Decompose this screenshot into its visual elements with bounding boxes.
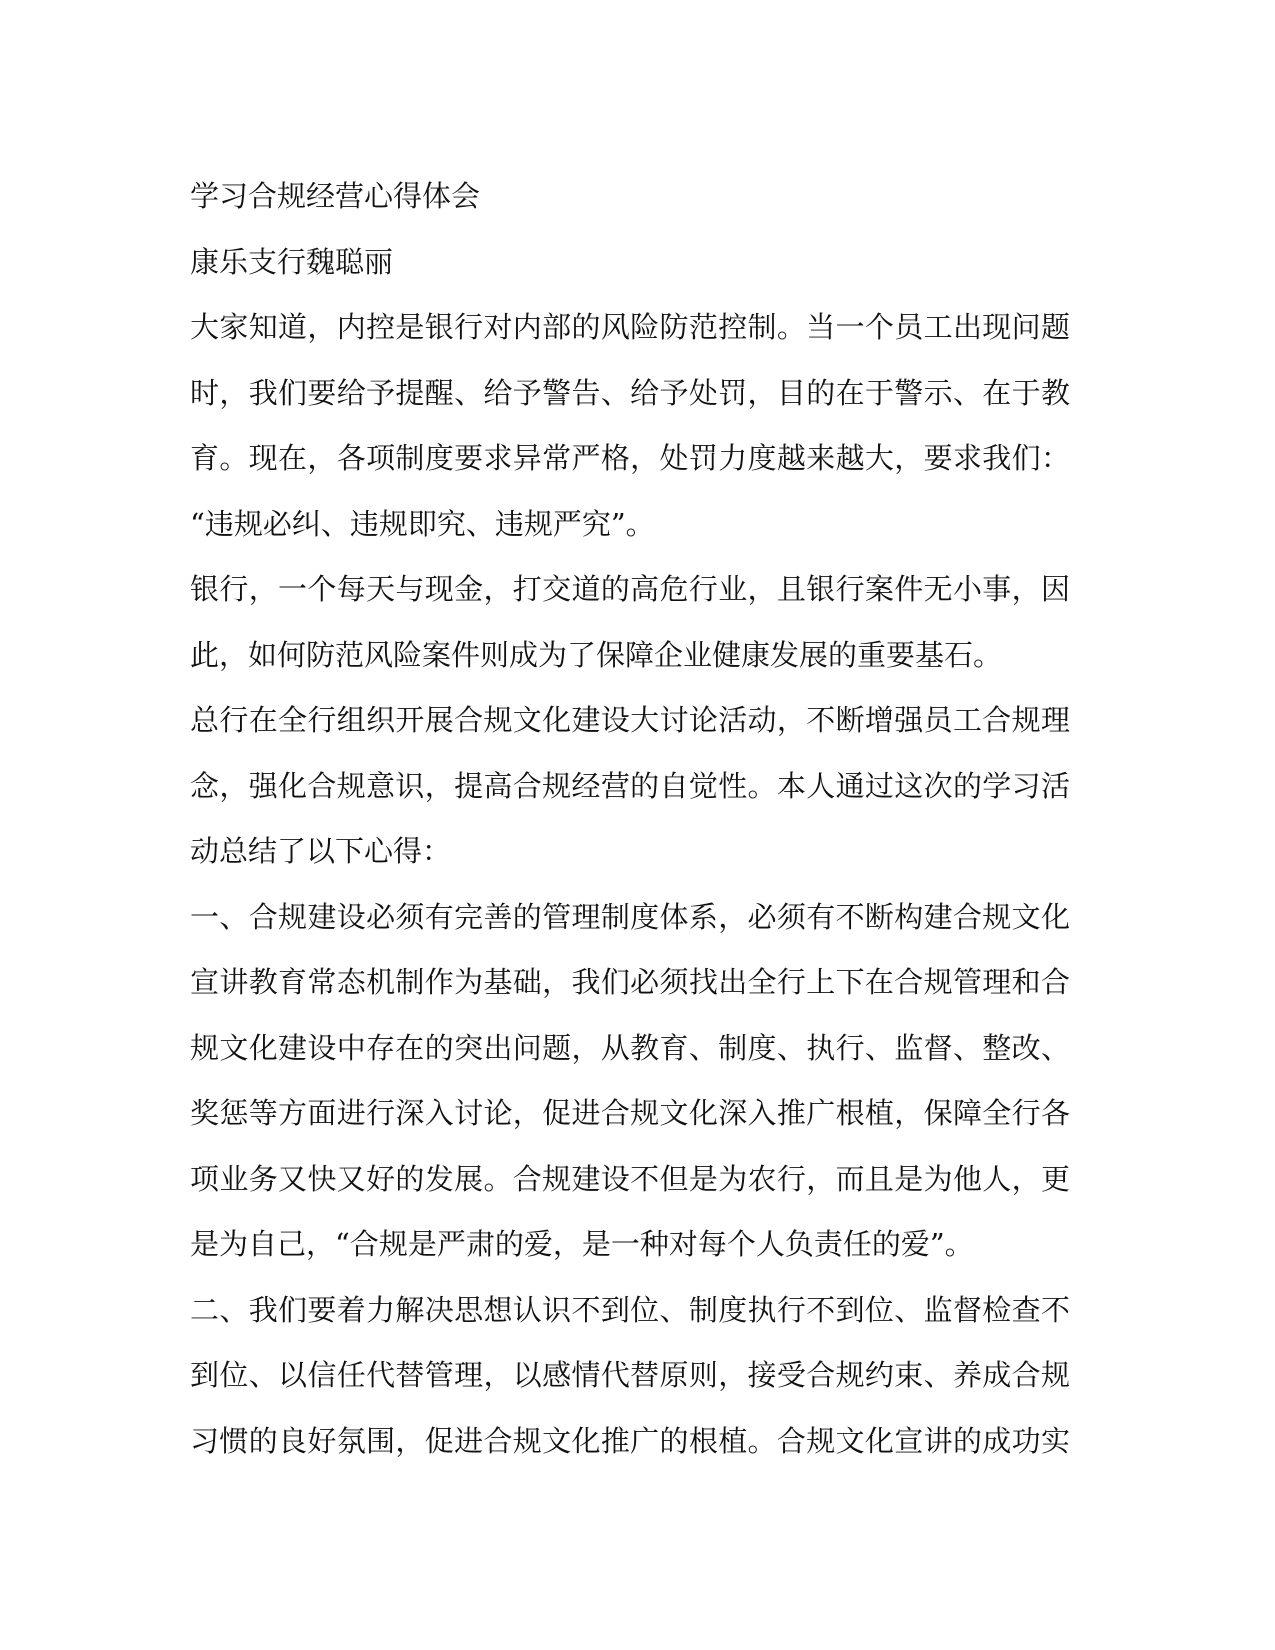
paragraph-line: “违规必纠、违规即究、违规严究”。	[190, 506, 655, 541]
paragraph-line: 此，如何防范风险案件则成为了保障企业健康发展的重要基石。	[190, 637, 1003, 672]
paragraph-line: 奖惩等方面进行深入讨论，促进合规文化深入推广根植，保障全行各	[190, 1096, 1070, 1130]
paragraph-line: 时，我们要给予提醒、给予警告、给予处罚，目的在于警示、在于教	[190, 375, 1070, 410]
paragraph-line: 一、合规建设必须有完善的管理制度体系，必须有不断构建合规文化	[190, 899, 1070, 934]
paragraph-4	[190, 885, 1070, 1278]
paragraph-line: 习惯的良好氛围，促进合规文化推广的根植。合规文化宣讲的成功实	[190, 1423, 1070, 1458]
document-author: 康乐支行魏聪丽	[190, 244, 394, 279]
paragraph-3	[190, 688, 1070, 885]
document-title: 学习合规经营心得体会	[190, 179, 481, 213]
paragraph-line: 大家知道，内控是银行对内部的风险防范控制。当一个员工出现问题	[190, 310, 1070, 344]
paragraph-line: 银行，一个每天与现金，打交道的高危行业，且银行案件无小事，因	[190, 572, 1070, 606]
paragraph-line: 动总结了以下心得：	[190, 834, 452, 868]
paragraph-2	[190, 557, 1070, 688]
paragraph-line: 项业务又快又好的发展。合规建设不但是为农行，而且是为他人，更	[190, 1161, 1070, 1196]
paragraph-1	[190, 295, 1070, 557]
paragraph-5	[190, 1278, 1070, 1475]
paragraph-line: 育。现在，各项制度要求异常严格，处罚力度越来越大，要求我们：	[190, 441, 1070, 475]
paragraph-line: 总行在全行组织开展合规文化建设大讨论活动，不断增强员工合规理	[190, 703, 1070, 737]
paragraph-line: 念，强化合规意识，提高合规经营的自觉性。本人通过这次的学习活	[190, 768, 1070, 803]
paragraph-line: 规文化建设中存在的突出问题，从教育、制度、执行、监督、整改、	[190, 1030, 1070, 1065]
paragraph-line: 到位、以信任代替管理，以感情代替原则，接受合规约束、养成合规	[190, 1358, 1070, 1392]
paragraph-line: 是为自己，“合规是严肃的爱，是一种对每个人负责任的爱”。	[190, 1227, 974, 1261]
paragraph-line: 宣讲教育常态机制作为基础，我们必须找出全行上下在合规管理和合	[190, 965, 1070, 999]
document-body	[190, 164, 1070, 1474]
paragraph-line: 二、我们要着力解决思想认识不到位、制度执行不到位、监督检查不	[190, 1292, 1070, 1327]
